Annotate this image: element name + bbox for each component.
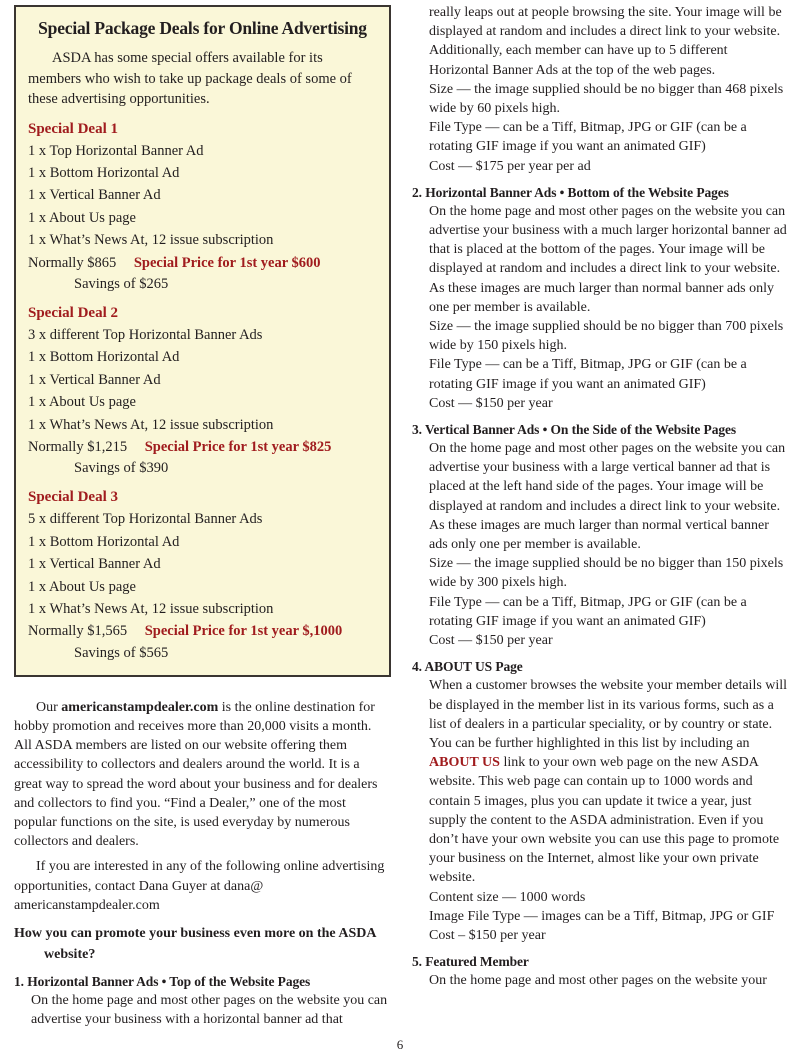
section-2-heading: 2. Horizontal Banner Ads • Bottom of the Website Pages [412,184,729,200]
special-price: Special Price for 1st year $,1000 [144,623,343,640]
deal-item: 1 x About Us page [28,209,136,226]
body-paragraph: Size — the image supplied should be no bigger than 150 pixels wide by 300 pixels high. [429,556,784,591]
deal-3-price-line [28,620,377,642]
body-paragraph: As these images are much larger than normal banner ads only one per member is available. [429,280,774,315]
box-title: Special Package Deals for Online Advertising [38,18,367,38]
about-us-link-text: ABOUT US [429,755,500,771]
contact-paragraph: If you are interested in any of the following online advertising opportunities, contact Dana Guyer at dana@ americanstampdealer.com [14,859,385,913]
deal-1-heading: Special Deal 1 [28,120,118,137]
normal-price: Normally $1,565 [28,623,128,640]
deal-item: 1 x About Us page [28,578,136,595]
deal-item: 1 x What’s News At, 12 issue subscription [28,232,274,249]
section-4-heading: 4. ABOUT US Page [412,659,523,675]
paragraph-text: Our [36,699,62,715]
special-price: Special Price for 1st year $600 [133,254,321,271]
section-1-body [14,991,391,1029]
paragraph-text: is the online destination for hobby promotion and receives more than 20,000 visits a month. All ASDA members are listed on our website offering them accessibility to collectors and dealers around the world. It is a great way to spread the word about your business and for dealers and collectors to find you. “Find a Dealer,” one of the most popular functions on the site, is used everyday by numerous collectors and dealers. [14,699,378,850]
deal-item: 1 x Bottom Horizontal Ad [28,349,180,366]
deal-3-savings: Savings of $565 [74,644,169,661]
deal-3-heading: Special Deal 3 [28,489,118,506]
section-1-continuation [412,3,789,176]
spec-line: Content size — 1000 words [429,889,586,905]
deal-2-price-line [28,436,377,458]
section-horizontal-banner-top [14,972,391,1029]
section-2-body [412,202,789,413]
body-paragraph: On the home page and most other pages on the website you can advertise your business with a horizontal banner ad that [31,993,388,1028]
body-paragraph: Size — the image supplied should be no bigger than 700 pixels wide by 150 pixels high. [429,319,784,354]
normal-price: Normally $1,215 [28,438,128,455]
section-horizontal-banner-bottom [412,183,789,413]
body-paragraph: Cost — $150 per year [429,633,553,649]
body-paragraph [429,676,789,887]
page-number: 6 [396,1037,404,1052]
body-paragraph: Cost — $150 per year [429,395,553,411]
section-3-body [412,439,789,650]
promo-heading: How you can promote your business even more on the ASDA website? [14,926,376,962]
body-paragraph: File Type — can be a Tiff, Bitmap, JPG or GIF (can be a rotating GIF image if you want an animated GIF) [429,357,747,392]
section-5-body [412,971,789,990]
deal-item: 1 x Bottom Horizontal Ad [28,533,180,550]
deal-2-heading: Special Deal 2 [28,304,118,321]
box-intro: ASDA has some special offers available for its members who wish to take up package deals of some of these advertising opportunities. [28,50,352,107]
special-deal-1 [28,121,377,294]
section-about-us [412,657,789,945]
deal-item: 1 x Vertical Banner Ad [28,371,161,388]
body-paragraph: Additionally, each member can have up to 5 different Horizontal Banner Ads at the top of the web pages. [429,43,728,78]
deal-1-savings: Savings of $265 [74,275,169,292]
section-5-heading: 5. Featured Member [412,954,529,970]
paragraph-text: link to your own web page on the new ASDA website. This web page can contain up to 1000 words and contain 5 images, plus you can update it twice a year, just supply the content to the ASDA administration. Even if you don’t have your own website you can use this page to promote your business on the Internet, almost like your own private website. [429,755,780,886]
deal-item: 1 x About Us page [28,394,136,411]
section-4-body [412,676,789,945]
deal-item: 1 x Vertical Banner Ad [28,556,161,573]
body-paragraph: Size — the image supplied should be no bigger than 468 pixels wide by 60 pixels high. [429,81,784,117]
deal-item: 5 x different Top Horizontal Banner Ads [28,511,263,528]
special-price: Special Price for 1st year $825 [144,438,332,455]
body-paragraph: File Type — can be a Tiff, Bitmap, JPG or GIF (can be a rotating GIF image if you want an animated GIF) [429,594,747,629]
left-column [14,5,391,1029]
body-paragraph: On the home page and most other pages on the website you can advertise your business with a much larger horizontal banner ad that is placed at the bottom of the pages. Your image will be displayed at random and includes a direct link to your website. [429,203,787,277]
right-column [412,3,789,990]
deal-item: 1 x Top Horizontal Banner Ad [28,142,204,159]
special-deal-2 [28,305,377,478]
deal-item: 3 x different Top Horizontal Banner Ads [28,326,263,343]
paragraph-text: When a customer browses the website your member details will be displayed in the member list in its various forms, such as a list of dealers in a particular speciality, or by country or state. You can be further highlighted in this list by including an [429,678,788,751]
section-3-heading: 3. Vertical Banner Ads • On the Side of the Website Pages [412,422,737,438]
normal-price: Normally $865 [28,254,117,271]
deal-item: 1 x What’s News At, 12 issue subscription [28,416,274,433]
spec-line: Image File Type — images can be a Tiff, Bitmap, JPG or GIF [429,908,775,924]
body-paragraph: On the home page and most other pages on the website your [429,973,767,989]
website-intro-paragraph [14,698,391,852]
body-paragraph: File Type — can be a Tiff, Bitmap, JPG or GIF (can be a rotating GIF image if you want an animated GIF) [429,120,747,155]
section-featured-member [412,952,789,990]
deal-item: 1 x Bottom Horizontal Ad [28,164,180,181]
spec-line: Cost – $150 per year [429,927,546,943]
body-paragraph: On the home page and most other pages on the website you can advertise your business with a large vertical banner ad that is placed at the left hand side of the pages. Your image will be displayed at random and includes a direct link to your website. As these images are much larger than normal vertical banner ads only one per member is available. [429,441,786,553]
body-paragraph: Cost — $175 per year per ad [429,158,591,174]
special-deal-3 [28,489,377,662]
deal-item: 1 x Vertical Banner Ad [28,187,161,204]
website-name: americanstampdealer.com [61,699,219,715]
special-deals-box [14,5,391,677]
deal-2-savings: Savings of $390 [74,460,169,477]
section-1-heading: 1. Horizontal Banner Ads • Top of the Website Pages [14,974,311,990]
body-paragraph: really leaps out at people browsing the site. Your image will be displayed at random and includes a direct link to your website. [429,5,782,40]
section-vertical-banner [412,420,789,650]
deal-item: 1 x What’s News At, 12 issue subscription [28,601,274,617]
deal-1-price-line [28,252,377,274]
